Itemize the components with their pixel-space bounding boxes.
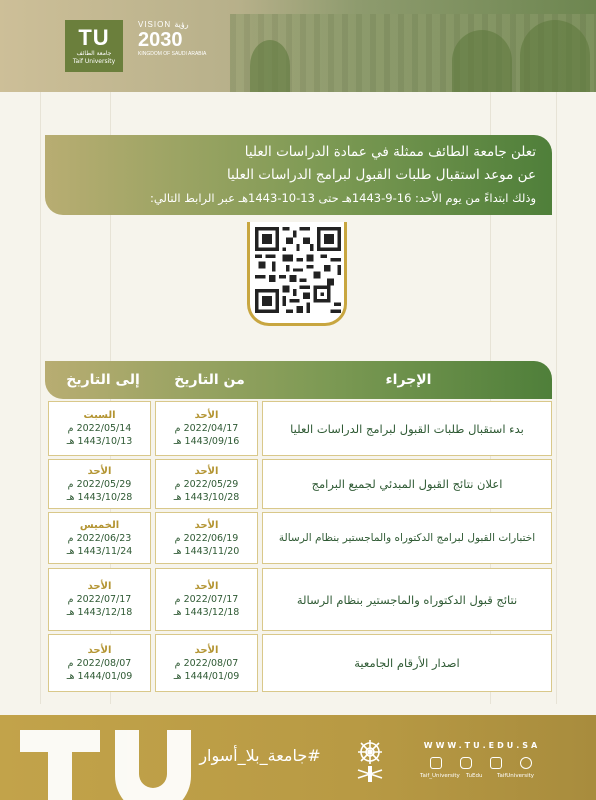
youtube-handle[interactable]: TaifUniversity	[497, 773, 535, 779]
day-label: الخميس	[79, 519, 120, 531]
logo-text: TU	[78, 25, 110, 50]
logo-sub-en: Taif University	[72, 58, 116, 65]
tu-logo	[65, 20, 123, 72]
hijri-date: 1443/12/18 هـ	[173, 607, 240, 618]
header-to-date: إلى التاريخ	[66, 372, 140, 388]
from-date-cell	[155, 634, 258, 692]
gregorian-date: 2022/05/14 م	[67, 423, 132, 434]
twitter-icon[interactable]	[520, 757, 532, 769]
to-date-cell	[48, 401, 151, 456]
to-date-cell	[48, 459, 151, 509]
palm-tree-icon	[520, 20, 590, 92]
to-date-cell	[48, 568, 151, 631]
day-label: الأحد	[87, 581, 112, 592]
website-link[interactable]: WWW.TU.EDU.SA	[423, 741, 541, 750]
bg-stripe	[40, 92, 41, 704]
gregorian-date: 2022/08/07 م	[67, 657, 132, 669]
tu-large-logo	[20, 722, 195, 800]
from-date-cell	[155, 512, 258, 564]
hijri-date: 1444/01/09 هـ	[173, 670, 240, 682]
hashtag-text: #جامعة_بلا_أسوار	[199, 746, 321, 765]
gregorian-date: 2022/07/17 م	[67, 594, 132, 605]
hijri-date: 1443/10/28 هـ	[173, 491, 240, 503]
day-label: الأحد	[87, 644, 112, 656]
to-date-cell	[48, 512, 151, 564]
snapchat-icon[interactable]	[430, 757, 442, 769]
qr-code[interactable]	[255, 227, 341, 313]
from-date-cell	[155, 401, 258, 456]
gregorian-date: 2022/06/23 م	[67, 532, 132, 544]
procedure-cell: اختبارات القبول لبرامج الدكتوراه والماجستير بنظام الرسالة	[262, 512, 552, 564]
youtube-icon[interactable]	[490, 757, 502, 769]
vision-sub: KINGDOM OF SAUDI ARABIA	[138, 51, 207, 57]
instagram-icon[interactable]	[460, 757, 472, 769]
day-label: الأحد	[194, 465, 219, 477]
header-procedure: الإجراء	[385, 372, 432, 388]
instagram-handle[interactable]: TuEdu	[466, 773, 483, 779]
announcement-line-3: وذلك ابتداءً من يوم الأحد: 16-9-1443هـ حتى 13-10-1443هـ عبر الرابط التالي:	[149, 191, 536, 205]
day-label: الأحد	[194, 644, 219, 656]
procedure-cell: اصدار الأرقام الجامعية	[262, 634, 552, 692]
palm-tree-icon	[452, 30, 512, 92]
announcement-banner	[45, 135, 552, 215]
saudi-emblem-icon	[350, 736, 390, 786]
hijri-date: 1443/11/24 هـ	[66, 545, 133, 557]
hijri-date: 1443/10/13 هـ	[66, 436, 133, 447]
snapchat-handle[interactable]: Taif_University	[420, 773, 460, 779]
social-icons	[430, 757, 540, 773]
from-date-cell	[155, 568, 258, 631]
gregorian-date: 2022/04/17 م	[174, 423, 239, 434]
logo-sub-ar: جامعة الطائف	[76, 50, 112, 57]
procedure-cell: نتائج قبول الدكتوراه والماجستير بنظام الرسالة	[262, 568, 552, 631]
vision-2030-logo	[138, 20, 218, 72]
procedure-cell: بدء استقبال طلبات القبول لبرامج الدراسات العليا	[262, 401, 552, 456]
hijri-date: 1443/10/28 هـ	[66, 491, 133, 503]
gregorian-date: 2022/05/29 م	[67, 478, 132, 490]
day-label: الأحد	[194, 519, 219, 531]
gregorian-date: 2022/06/19 م	[174, 532, 239, 544]
day-label: السبت	[83, 410, 116, 421]
hijri-date: 1444/01/09 هـ	[66, 670, 133, 682]
day-label: الأحد	[194, 410, 219, 421]
gregorian-date: 2022/08/07 م	[174, 657, 239, 669]
day-label: الأحد	[194, 581, 219, 592]
hijri-date: 1443/12/18 هـ	[66, 607, 133, 618]
bg-stripe	[556, 92, 557, 704]
gregorian-date: 2022/05/29 م	[174, 478, 239, 490]
vision-year: 2030	[138, 29, 183, 51]
gregorian-date: 2022/07/17 م	[174, 594, 239, 605]
hijri-date: 1443/11/20 هـ	[173, 545, 240, 557]
day-label: الأحد	[87, 465, 112, 477]
hijri-date: 1443/09/16 هـ	[173, 436, 240, 447]
procedure-cell: اعلان نتائج القبول المبدئي لجميع البرامج	[262, 459, 552, 509]
announcement-line-1: تعلن جامعة الطائف ممثلة في عمادة الدراسات العليا	[244, 144, 536, 160]
announcement-line-2: عن موعد استقبال طلبات القبول لبرامج الدراسات العليا	[226, 167, 536, 183]
vision-label: VISION رؤية	[138, 20, 189, 29]
from-date-cell	[155, 459, 258, 509]
table-header	[45, 361, 552, 399]
header-from-date: من التاريخ	[174, 372, 245, 388]
palm-tree-icon	[250, 40, 290, 92]
to-date-cell	[48, 634, 151, 692]
